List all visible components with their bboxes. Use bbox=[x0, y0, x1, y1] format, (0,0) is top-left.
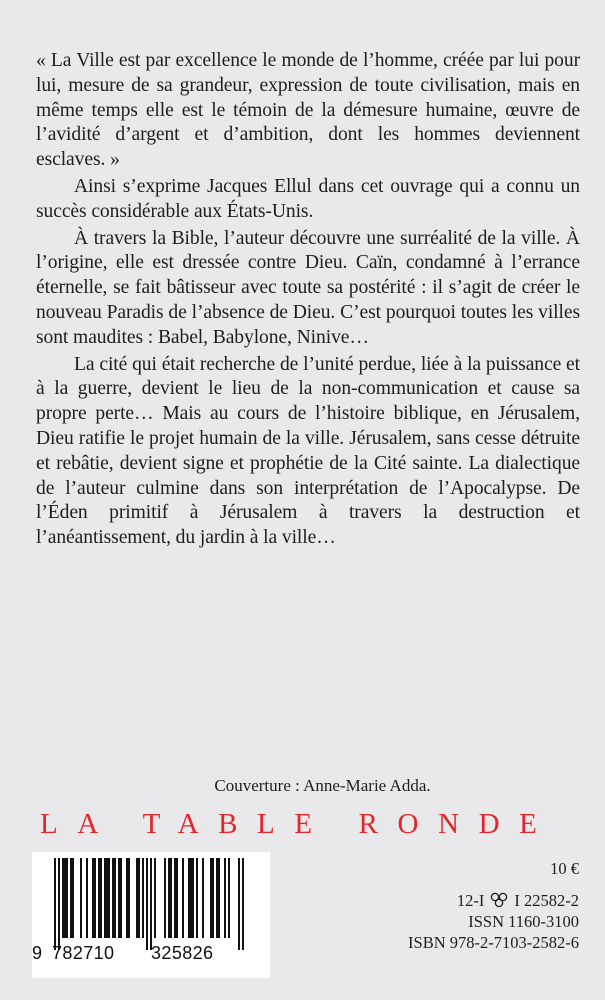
blurb-paragraph-quote: « La Ville est par excellence le monde de l’homme, créée par lui pour lui, mesure de sa grandeur, expression de toute civilisation, mais en même temps elle est le témoin de la démesure humaine, œuvre de l’avidité d’argent et d’ambition, dont les hommes deviennent esclaves. » bbox=[36, 50, 580, 171]
book-codes bbox=[408, 858, 579, 953]
isbn-barcode bbox=[32, 852, 270, 978]
barcode-bar bbox=[210, 858, 212, 938]
barcode-bar bbox=[212, 858, 214, 938]
isbn: ISBN 978-2-7103-2582-6 bbox=[408, 933, 579, 952]
barcode-bar bbox=[64, 858, 66, 938]
barcode-bar bbox=[164, 858, 166, 938]
blurb-paragraph-attribution: Ainsi s’exprime Jacques Ellul dans cet ouvrage qui a connu un succès considérable aux États-Unis. bbox=[36, 175, 580, 222]
barcode-bars bbox=[40, 858, 262, 950]
barcode-bar bbox=[80, 858, 82, 938]
barcode-bar bbox=[112, 858, 114, 938]
barcode-bar bbox=[168, 858, 170, 938]
barcode-bar bbox=[136, 858, 138, 938]
barcode-bar bbox=[70, 858, 72, 938]
barcode-bar bbox=[92, 858, 94, 938]
barcode-bar bbox=[142, 858, 144, 938]
barcode-bar bbox=[182, 858, 184, 938]
issn: ISSN 1160-3100 bbox=[468, 912, 579, 931]
barcode-bar bbox=[66, 858, 68, 938]
barcode-bar bbox=[146, 858, 148, 950]
blurb-paragraph-city: La cité qui était recherche de l’unité perdue, liée à la puissance et à la guerre, devient le lieu de la non-communication et cause sa propre perte… Mais au cours de l’histoire biblique, en Jérusalem, Dieu ratifie le projet humain de la ville. Jérusalem, sans cesse détruite et rebâtie, devient signe et prophétie de la Cité sainte. La dialectique de l’auteur culmine dans son interprétation de l’Apocalypse. De l’Éden primitif à Jérusalem à travers la destruction et l’anéantissement, du jardin à la ville… bbox=[36, 353, 580, 549]
barcode-bar bbox=[120, 858, 122, 938]
barcode-bar bbox=[106, 858, 108, 938]
barcode-bar bbox=[224, 858, 226, 938]
barcode-digit-lead: 9 bbox=[32, 943, 43, 963]
barcode-bar bbox=[218, 858, 220, 938]
barcode-bar bbox=[62, 858, 64, 938]
barcode-bar bbox=[104, 858, 106, 938]
barcode-bar bbox=[192, 858, 194, 938]
price: 10 € bbox=[550, 859, 579, 878]
barcode-bar bbox=[154, 858, 156, 938]
catalog-reference-left: 12-I bbox=[456, 891, 485, 910]
barcode-bar bbox=[176, 858, 178, 938]
catalog-reference bbox=[408, 890, 579, 911]
barcode-bar bbox=[126, 858, 128, 938]
barcode-bar bbox=[196, 858, 198, 938]
barcode-bar bbox=[188, 858, 190, 938]
barcode-digits-right: 325826 bbox=[151, 943, 214, 963]
barcode-bar bbox=[98, 858, 100, 938]
barcode-bar bbox=[174, 858, 176, 938]
barcode-bar bbox=[138, 858, 140, 938]
barcode-digits-left: 782710 bbox=[52, 943, 115, 963]
barcode-bar bbox=[86, 858, 88, 938]
barcode-bar bbox=[202, 858, 204, 938]
barcode-bar bbox=[114, 858, 116, 938]
barcode-bar bbox=[72, 858, 74, 938]
barcode-bar bbox=[58, 858, 60, 950]
barcode-bar bbox=[128, 858, 130, 938]
barcode-bar bbox=[118, 858, 120, 938]
barcode-bar bbox=[94, 858, 96, 938]
back-cover-blurb bbox=[36, 49, 580, 551]
publisher-name: LA TABLE RONDE bbox=[40, 808, 557, 840]
cover-credit: Couverture : Anne-Marie Adda. bbox=[214, 776, 431, 795]
clover-logo-icon bbox=[490, 892, 508, 908]
barcode-bar bbox=[100, 858, 102, 938]
barcode-bar bbox=[238, 858, 240, 950]
barcode-bar bbox=[242, 858, 244, 950]
barcode-bar bbox=[228, 858, 230, 938]
barcode-bar bbox=[54, 858, 56, 950]
barcode-bar bbox=[216, 858, 218, 938]
barcode-bar bbox=[170, 858, 172, 938]
blurb-paragraph-bible: À travers la Bible, l’auteur découvre une surréalité de la ville. À l’origine, elle est dressée contre Dieu. Caïn, condamné à l’errance éternelle, se fait bâtisseur avec toute sa postérité : il s’agit de créer le nouveau Paradis de l’absence de Dieu. C’est pourquoi toutes les villes sont maudites : Babel, Babylone, Ninive… bbox=[36, 227, 580, 348]
barcode-bar bbox=[190, 858, 192, 938]
barcode-bar bbox=[108, 858, 110, 938]
catalog-reference-right: I 22582-2 bbox=[514, 891, 579, 910]
barcode-bar bbox=[150, 858, 152, 950]
